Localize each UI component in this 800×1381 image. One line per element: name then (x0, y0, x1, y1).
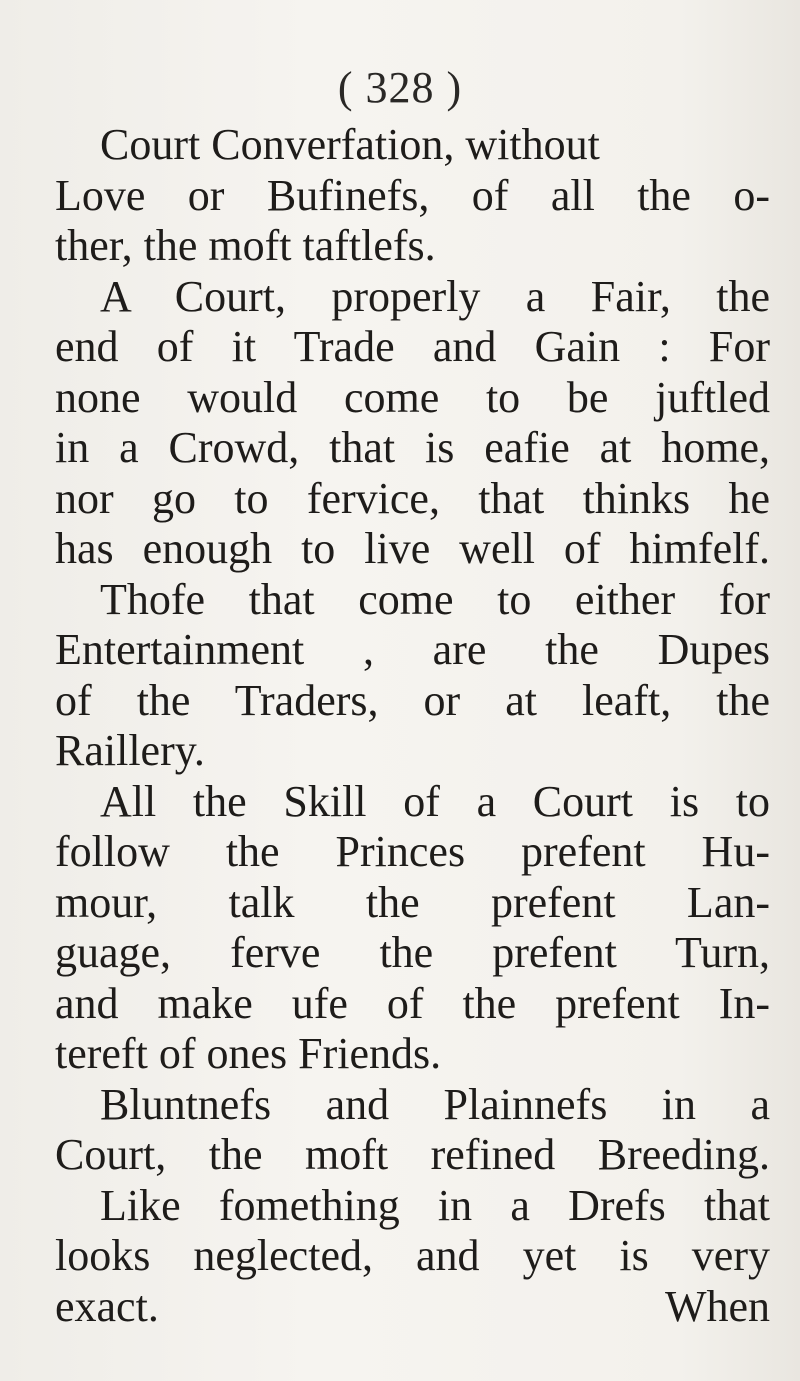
text-line: none would come to be juftled (55, 372, 770, 422)
text-line: Bluntnefs and Plainnefs in a (100, 1079, 770, 1129)
text-line: looks neglected, and yet is very (55, 1231, 770, 1280)
text-line: A Court, properly a Fair, the (100, 271, 770, 321)
text-line: Love or Bufinefs, of all the o- (55, 170, 770, 220)
text-line: Court, the moft refined Breeding. (55, 1130, 770, 1179)
text-line: of the Traders, or at leaft, the (55, 675, 770, 725)
text-line: Thofe that come to either for (100, 574, 770, 624)
catchword: When (664, 1281, 770, 1331)
body-text (55, 120, 770, 1332)
text-line: and make ufe of the prefent In- (55, 978, 770, 1028)
text-line: exact. (55, 1281, 159, 1331)
final-line (55, 1282, 770, 1333)
text-line: in a Crowd, that is eafie at home, (55, 423, 770, 472)
text-line: All the Skill of a Court is to (100, 776, 770, 826)
page-number: ( 328 ) (337, 63, 463, 112)
text-line: Entertainment , are the Dupes (55, 625, 770, 674)
text-line: follow the Princes prefent Hu- (55, 827, 770, 876)
text-line: mour, talk the prefent Lan- (55, 877, 770, 927)
text-line: Raillery. (55, 726, 205, 775)
text-line: Like fomething in a Drefs that (100, 1180, 770, 1230)
text-line: nor go to fervice, that thinks he (55, 473, 770, 523)
text-line: Court Converfation, without (100, 120, 600, 169)
text-line: guage, ferve the prefent Turn, (55, 928, 770, 977)
text-line: ther, the moft taftlefs. (55, 221, 436, 270)
text-line: has enough to live well of himfelf. (55, 524, 770, 573)
text-line: end of it Trade and Gain : For (55, 322, 770, 371)
text-line: tereft of ones Friends. (55, 1029, 442, 1078)
